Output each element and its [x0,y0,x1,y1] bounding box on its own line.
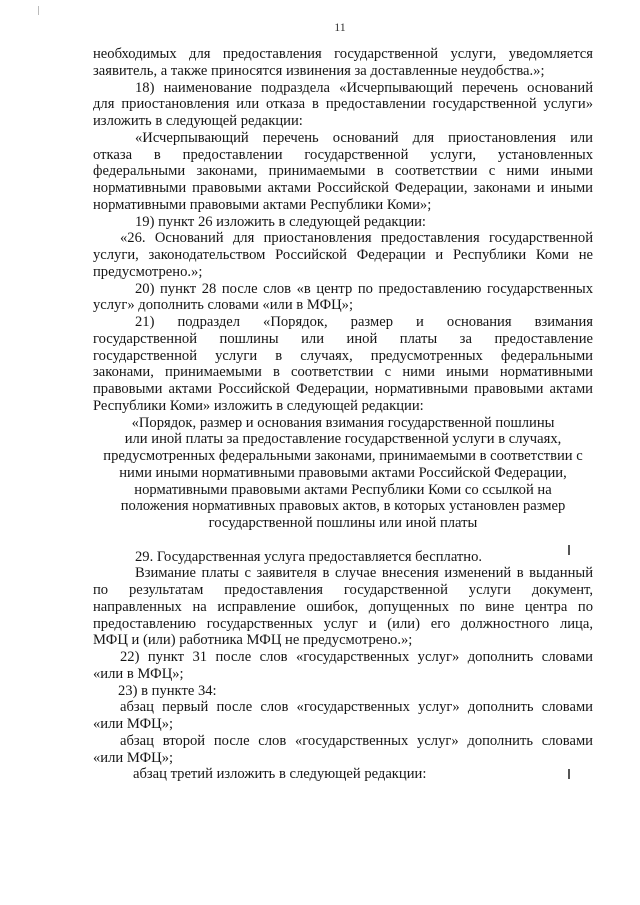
text-line: предоставлению государственных услуг и (или) его должностного лица, [93,615,593,632]
heading-line: «Порядок, размер и основания взимания государственной пошлины [131,414,555,431]
paragraph-point-26 [93,230,593,280]
paragraph-item-23 [93,683,593,700]
text-line: 22) пункт 31 после слов «государственных услуг» дополнить словами [120,649,593,665]
text-line: государственной пошлины или иной платы за предоставление [93,330,593,347]
heading-line: положения нормативных правовых актов, в которых установлен размер [120,498,566,515]
text-line: «или МФЦ»; [93,749,174,766]
text-line: для приостановления или отказа в предоставлении государственной услуги» [93,96,593,113]
paragraph-item-22 [93,649,593,683]
scan-mark [568,769,570,779]
paragraph-item-21 [93,314,593,415]
text-line: Республики Коми» изложить в следующей редакции: [93,397,424,414]
text-line: необходимых для предоставления государственной услуги, уведомляется [93,46,593,62]
text-line: 23) в пункте 34: [118,682,217,699]
paragraph-notification-end [93,46,593,80]
text-line: услуг» дополнить словами «или в МФЦ»; [93,297,354,314]
text-line: изложить в следующей редакции: [93,113,303,129]
scan-mark [568,545,570,555]
scan-mark [38,6,39,15]
heading-line: нормативными правовыми актами Республики Коми со ссылкой на [134,481,552,498]
text-line: услуги, законодательством Российской Федерации и Республики Коми не [93,247,593,263]
text-line: абзац первый после слов «государственных услуг» дополнить словами [120,699,593,716]
text-line: законами, принимаемыми в соответствии с ними иными нормативными [93,364,593,381]
blank-line [93,532,593,549]
document-body [93,46,593,783]
text-line: направленных на исправление ошибок, допущенных по вине центра по [93,598,593,615]
paragraph-item-19 [93,214,593,231]
paragraph-item-18 [93,80,593,130]
text-line: правовыми актами Российской Федерации, нормативными правовыми актами [93,381,593,397]
page-number: 11 [334,20,346,34]
text-line: отказа в предоставлении государственной услуги, установленных [93,146,593,163]
text-line: государственной услуги в случаях, предусмотренных федеральными [93,347,593,364]
text-line: абзац второй после слов «государственных услуг» дополнить словами [120,732,593,749]
text-line: «26. Оснований для приостановления предоставления государственной [120,230,593,247]
heading-line: ними иными нормативными правовыми актами Российской Федерации, [119,464,567,481]
heading-line: или иной платы за предоставление государственной услуги в случаях, [124,431,562,448]
text-line: МФЦ и (или) работника МФЦ не предусмотрено.»; [93,632,413,649]
heading-line: государственной пошлины или иной платы [208,515,478,531]
text-line: 21) подраздел «Порядок, размер и основания взимания [135,314,593,330]
paragraph-first-abzac [93,699,593,733]
text-line: заявитель, а также приносятся извинения за доставленные неудобства.»; [93,62,545,79]
text-line: 19) пункт 26 изложить в следующей редакции: [135,213,426,230]
text-line: по результатам предоставления государственной услуги документ, [93,582,593,598]
text-line: предусмотрено.»; [93,263,203,280]
text-line: «или МФЦ»; [93,716,174,732]
text-line: нормативными правовыми актами Республики Коми»; [93,196,432,213]
text-line: абзац третий изложить в следующей редакции: [133,766,427,783]
paragraph-second-abzac [93,733,593,767]
text-line: 29. Государственная услуга предоставляется бесплатно. [135,548,483,565]
paragraph-quoted-heading [93,130,593,214]
text-line: 20) пункт 28 после слов «в центр по предоставлению государственных [135,280,593,297]
paragraph-fee-exemption [93,565,593,649]
text-line: 18) наименование подраздела «Исчерпывающий перечень оснований [135,79,593,96]
text-line: федеральными законами, принимаемыми в соответствии с ними иными [93,163,593,180]
paragraph-third-abzac [93,766,593,783]
text-line: «Исчерпывающий перечень оснований для приостановления или [135,129,593,146]
heading-line: предусмотренных федеральными законами, принимаемыми в соответствии с [103,448,583,464]
centered-subsection-heading [93,415,593,532]
text-line: нормативными правовыми актами Российской Федерации, законами и иными [93,180,593,196]
paragraph-item-20 [93,281,593,315]
paragraph-point-29 [93,549,593,566]
text-line: Взимание платы с заявителя в случае внесения изменений в выданный [135,565,593,582]
text-line: «или в МФЦ»; [93,665,184,682]
